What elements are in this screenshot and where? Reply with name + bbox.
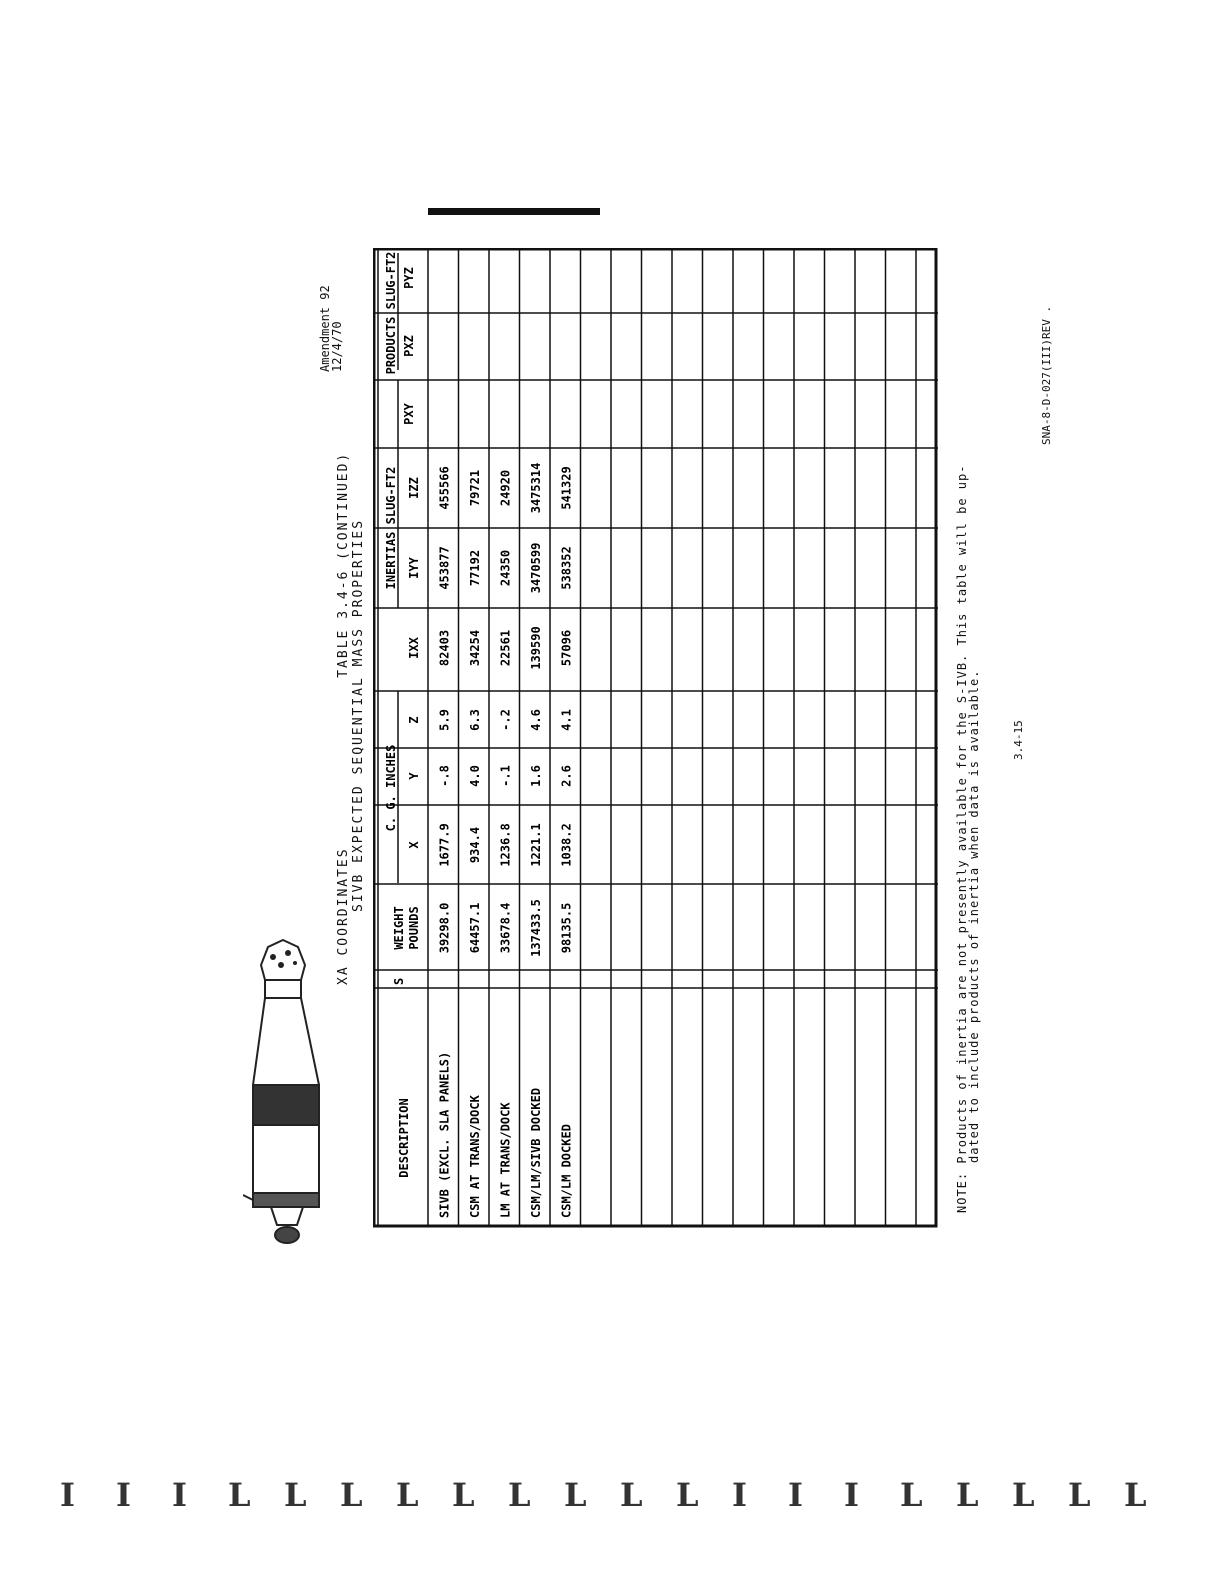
- cell-z: -.2: [498, 709, 513, 731]
- cell-iyy: 77192: [467, 549, 482, 587]
- edge-mark: L: [228, 1476, 251, 1514]
- edge-mark: I: [788, 1476, 803, 1514]
- sub-pxz: PXZ: [402, 335, 416, 357]
- cell-izz: 79721: [467, 469, 482, 507]
- cell-y: 1.6: [528, 765, 543, 787]
- cell-y: 2.6: [559, 765, 574, 787]
- cell-izz: 455566: [437, 466, 452, 510]
- cell-ixx: 139590: [528, 626, 543, 670]
- sub-ixx: IXX: [407, 637, 421, 659]
- edge-mark: L: [396, 1476, 419, 1514]
- edge-mark: L: [620, 1476, 643, 1514]
- cell-weight: 64457.1: [467, 902, 482, 954]
- sub-y: Y: [407, 772, 421, 780]
- cell-description: CSM/LM/SIVB DOCKED: [528, 1087, 543, 1218]
- cell-izz: 3475314: [528, 462, 543, 514]
- note-line-2-text: dated to include products of inertia when data is available.: [967, 669, 981, 1163]
- cell-iyy: 453877: [437, 546, 452, 590]
- amendment-label: Amendment 92: [318, 285, 332, 372]
- edge-marks: [60, 1476, 1180, 1516]
- edge-mark: I: [172, 1476, 187, 1514]
- data-cells: [437, 463, 573, 1218]
- col-blank: S: [392, 977, 406, 985]
- edge-mark: L: [1012, 1476, 1035, 1514]
- edge-mark: L: [900, 1476, 923, 1514]
- cell-description: SIVB (EXCL. SLA PANELS): [437, 1051, 452, 1218]
- cell-y: 4.0: [467, 765, 482, 787]
- redaction-bar: [428, 208, 600, 215]
- cell-ixx: 57096: [559, 629, 574, 667]
- table-number: TABLE 3.4-6 (CONTINUED): [336, 451, 351, 678]
- cell-description: CSM/LM DOCKED: [559, 1124, 574, 1218]
- table-title-text: SIVB EXPECTED SEQUENTIAL MASS PROPERTIES: [351, 518, 366, 912]
- cell-ixx: 22561: [498, 629, 513, 667]
- cell-x: 1221.1: [528, 823, 543, 867]
- cell-x: 1236.8: [498, 823, 513, 867]
- cell-y: -.8: [437, 765, 452, 787]
- cell-z: 4.6: [528, 709, 543, 731]
- rocket-illustration: [243, 935, 328, 1255]
- cell-iyy: 538352: [559, 546, 574, 590]
- row-lines: [459, 249, 917, 1226]
- mass-properties-table: [373, 248, 938, 1228]
- table-title: [351, 519, 366, 912]
- edge-mark: L: [284, 1476, 307, 1514]
- edge-mark: L: [452, 1476, 475, 1514]
- cell-weight: 39298.0: [437, 902, 452, 954]
- cell-description: LM AT TRANS/DOCK: [498, 1102, 513, 1218]
- cell-description: CSM AT TRANS/DOCK: [467, 1095, 482, 1218]
- note-line-2: [967, 670, 981, 1163]
- cell-ixx: 82403: [437, 629, 452, 667]
- sub-iyy: IYY: [407, 557, 421, 579]
- document-id: SNA-8-D-027(III)REV .: [1040, 305, 1053, 445]
- col-weight-2: POUNDS: [407, 906, 421, 950]
- page-number: 3.4-15: [1012, 720, 1025, 760]
- cell-x: 1677.9: [437, 823, 452, 867]
- edge-mark: L: [564, 1476, 587, 1514]
- group-products: PRODUCTS SLUG-FT2: [384, 251, 398, 375]
- table-coordinates-and-number: [336, 452, 351, 985]
- cell-iyy: 3470599: [528, 542, 543, 594]
- edge-mark: L: [1124, 1476, 1147, 1514]
- cell-weight: 33678.4: [498, 902, 513, 954]
- edge-mark: L: [340, 1476, 363, 1514]
- sub-x: X: [407, 841, 421, 849]
- cell-x: 1038.2: [559, 823, 574, 867]
- edge-mark: I: [732, 1476, 747, 1514]
- edge-mark: L: [956, 1476, 979, 1514]
- cell-izz: 24920: [498, 469, 513, 507]
- cell-ixx: 34254: [467, 629, 482, 667]
- cell-weight: 98135.5: [559, 902, 574, 954]
- sub-pxy: PXY: [402, 403, 416, 425]
- group-inertias: INERTIAS SLUG-FT2: [384, 466, 398, 590]
- edge-mark: L: [1068, 1476, 1091, 1514]
- col-description: DESCRIPTION: [397, 1098, 411, 1178]
- note-line-1: NOTE: Products of inertia are not presently available for the S-IVB. This table will be up-: [955, 464, 969, 1213]
- edge-mark: L: [508, 1476, 531, 1514]
- cell-weight: 137433.5: [528, 899, 543, 957]
- edge-mark: I: [844, 1476, 859, 1514]
- cell-y: -.1: [498, 765, 513, 787]
- col-weight-1: WEIGHT: [392, 906, 406, 950]
- edge-mark: L: [676, 1476, 699, 1514]
- cell-izz: 541329: [559, 466, 574, 510]
- cell-iyy: 24350: [498, 549, 513, 587]
- sub-izz: IZZ: [407, 477, 421, 499]
- coordinates-label: XA COORDINATES: [336, 847, 351, 985]
- edge-mark: I: [116, 1476, 131, 1514]
- sub-pyz: PYZ: [402, 267, 416, 289]
- cell-z: 5.9: [437, 709, 452, 731]
- cell-z: 6.3: [467, 709, 482, 731]
- group-cg: C. G. INCHES: [384, 744, 398, 832]
- edge-mark: I: [60, 1476, 75, 1514]
- header-labels: [384, 252, 421, 1178]
- amendment-date: 12/4/70: [330, 321, 344, 372]
- cell-x: 934.4: [467, 826, 482, 864]
- cell-z: 4.1: [559, 709, 574, 731]
- sub-z: Z: [407, 716, 421, 724]
